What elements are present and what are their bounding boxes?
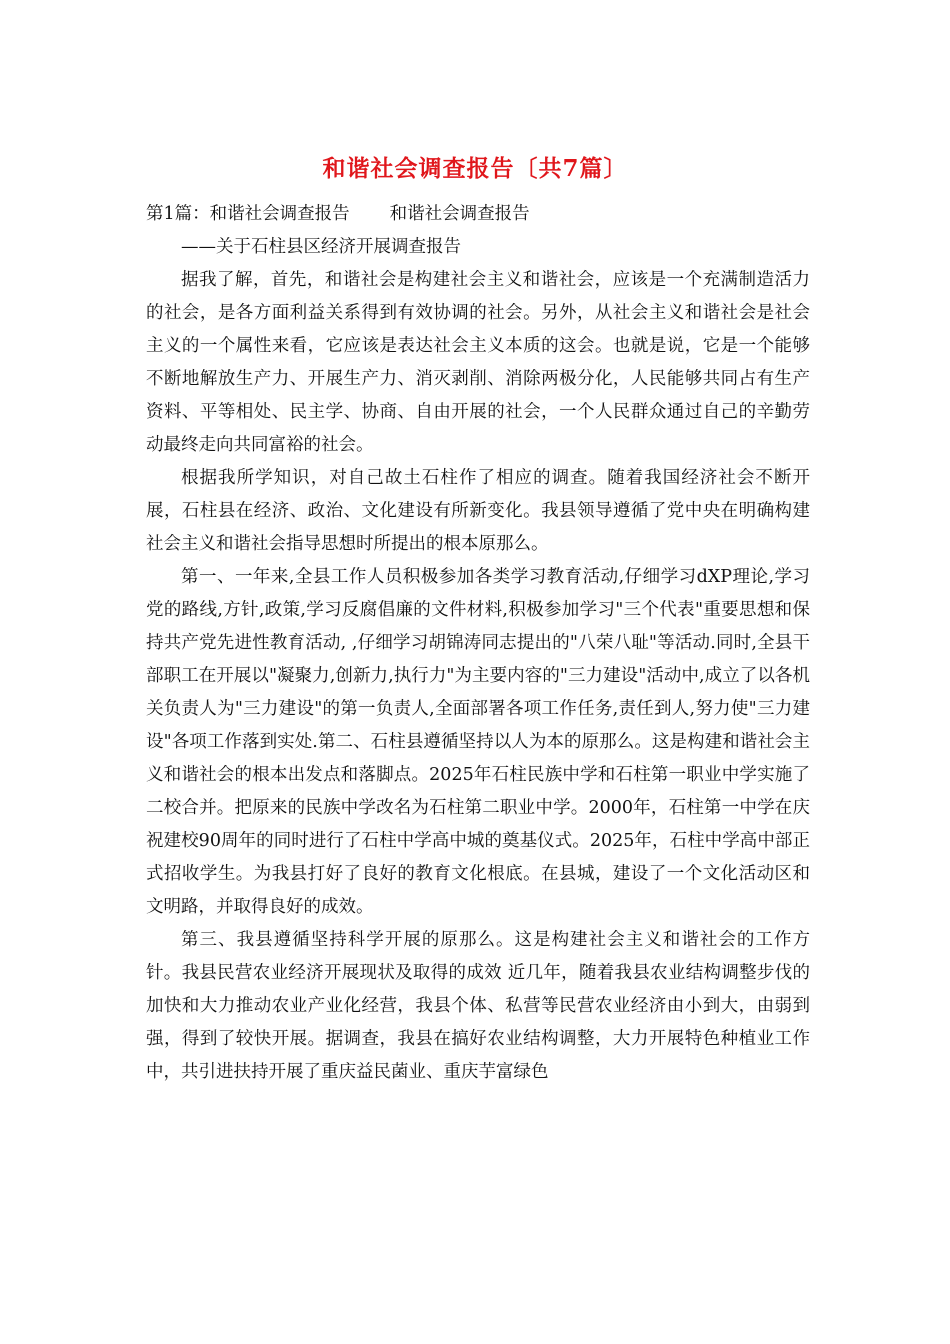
part-title: 和谐社会调查报告 bbox=[389, 204, 530, 224]
paragraph-3: 第一、一年来,全县工作人员积极参加各类学习教育活动,仔细学习dXP理论,学习党的路线,方针,政策,学习反腐倡廉的文件材料,积极参加学习"三个代表"重要思想和保持共产党先进性教育活动, ,仔细学习胡锦涛同志提出的"八荣八耻"等活动.同时,全县干部职工在开展以"凝聚力,创新力,执行力"为主要内容的"三力建设"活动中,成立了以各机关负责人为"三力建设"的第一负责人,全面部署各项工作任务,责任到人,努力使"三力建设"各项工作落到实处.第二、石柱县遵循坚持以人为本的原那么。这是构建和谐社会主义和谐社会的根本出发点和落脚点。2025年石柱民族中学和石柱第一职业中学实施了二校合并。把原来的民族中学改名为石柱第二职业中学。2000年，石柱第一中学在庆祝建校90周年的同时进行了石柱中学高中城的奠基仪式。2025年，石柱中学高中部正式招收学生。为我县打好了良好的教育文化根底。在县城，建设了一个文化活动区和文明路，并取得良好的成效。 bbox=[146, 567, 810, 917]
document-title: 和谐社会调查报告〔共7篇〕 bbox=[322, 155, 628, 182]
document-body bbox=[146, 198, 810, 1089]
part-heading bbox=[146, 198, 810, 231]
paragraph-2: 根据我所学知识，对自己故土石柱作了相应的调查。随着我国经济社会不断开展，石柱县在经济、政治、文化建设有所新变化。我县领导遵循了党中央在明确构建社会主义和谐社会指导思想时所提出的根本原那么。 bbox=[146, 468, 810, 554]
part-label: 第1篇：和谐社会调查报告 bbox=[146, 204, 350, 224]
subtitle: ——关于石柱县区经济开展调查报告 bbox=[181, 237, 461, 257]
paragraph-4: 第三、我县遵循坚持科学开展的原那么。这是构建社会主义和谐社会的工作方针。我县民营农业经济开展现状及取得的成效 近几年，随着我县农业结构调整步伐的加快和大力推动农业产业化经营，我县个体、私营等民营农业经济由小到大，由弱到强，得到了较快开展。据调查，我县在搞好农业结构调整，大力开展特色种植业工作中，共引进扶持开展了重庆益民菌业、重庆芋富绿色 bbox=[146, 930, 810, 1082]
paragraph-1: 据我了解，首先，和谐社会是构建社会主义和谐社会，应该是一个充满制造活力的社会，是各方面利益关系得到有效协调的社会。另外，从社会主义和谐社会是社会主义的一个属性来看，它应该是表达社会主义本质的这会。也就是说，它是一个能够不断地解放生产力、开展生产力、消灭剥削、消除两极分化，人民能够共同占有生产资料、平等相处、民主学、协商、自由开展的社会，一个人民群众通过自己的辛勤劳动最终走向共同富裕的社会。 bbox=[146, 270, 810, 455]
